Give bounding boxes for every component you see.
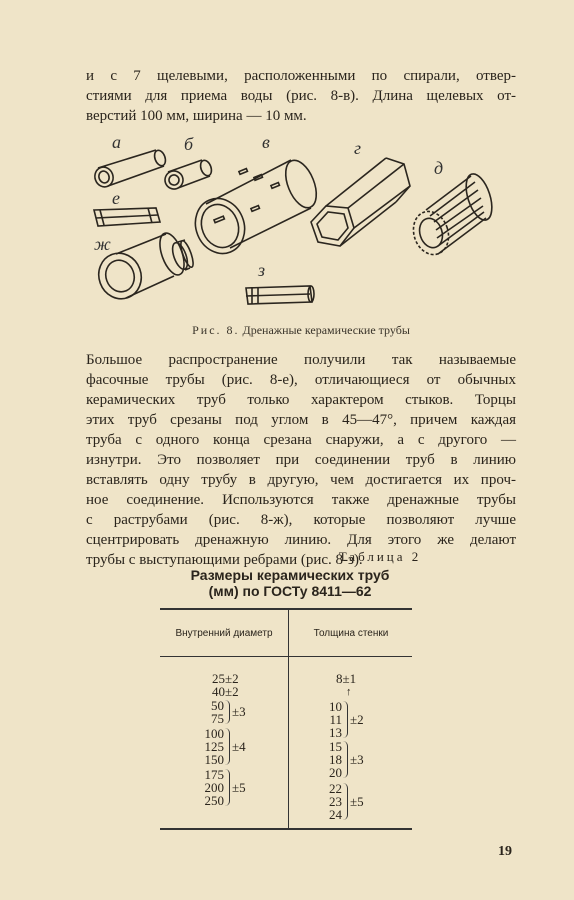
text-line: верстий 100 мм, ширина — 10 мм. bbox=[86, 108, 307, 124]
table-tolerance: ±5 bbox=[232, 779, 246, 795]
table-group bbox=[324, 700, 364, 739]
text-line: труба с одного конца срезана снаружи, а с другого — bbox=[86, 432, 516, 448]
pipe-a-drawing bbox=[92, 149, 167, 190]
paragraph-main bbox=[86, 350, 516, 570]
table-tolerance: ±5 bbox=[350, 793, 364, 809]
table-group bbox=[324, 740, 364, 779]
figure-label-a: а bbox=[112, 132, 121, 152]
header-wall-thickness: Толщина стенки bbox=[313, 628, 389, 639]
table-title bbox=[140, 567, 440, 599]
group-brace bbox=[225, 728, 230, 765]
caption-text: Дренажные керамические трубы bbox=[242, 323, 410, 337]
pipe-v-drawing bbox=[187, 156, 322, 261]
pipe-e-drawing bbox=[94, 208, 160, 226]
arrow-up-icon: ↑ bbox=[346, 686, 352, 698]
table-header-rule bbox=[160, 656, 412, 657]
table-cell: 8±1 bbox=[336, 671, 357, 686]
pipe-size-table bbox=[160, 608, 412, 830]
table-cell: 11 bbox=[329, 712, 342, 727]
table-cell: 100 bbox=[204, 726, 224, 741]
figure-drainage-pipes bbox=[86, 130, 516, 320]
table-tolerance: ±3 bbox=[232, 704, 246, 719]
table-cell: 20 bbox=[329, 765, 342, 780]
text-line: изнутри. Это позволяет при соединении труб в линию bbox=[86, 452, 516, 468]
figure-label-z: з bbox=[258, 260, 266, 280]
table-group bbox=[200, 768, 246, 807]
pipe-d-drawing bbox=[408, 171, 497, 259]
group-brace bbox=[225, 700, 230, 724]
table-cell: 25±2 bbox=[212, 671, 239, 686]
table-cell: 40±2 bbox=[212, 684, 239, 699]
table-group bbox=[324, 782, 364, 821]
table-cell: 18 bbox=[329, 752, 342, 767]
table-cell: 175 bbox=[204, 767, 224, 782]
pipes-illustration bbox=[86, 130, 516, 320]
text-line: керамических труб только характером стыков. Торцы bbox=[86, 392, 516, 408]
pipe-z-drawing bbox=[246, 286, 314, 304]
figure-label-zh: ж bbox=[94, 234, 111, 254]
table-group bbox=[200, 727, 246, 766]
group-brace bbox=[343, 741, 348, 778]
table-group bbox=[200, 699, 246, 725]
text-line: и с 7 щелевыми, расположенными по спирали, отвер- bbox=[86, 68, 516, 84]
header-inner-diameter: Внутренний диаметр bbox=[175, 628, 273, 639]
pipe-g-drawing bbox=[311, 158, 410, 246]
text-line: фасочные трубы (рис. 8-е), отличающиеся от обычных bbox=[86, 372, 516, 388]
page-number: 19 bbox=[498, 844, 512, 859]
table-cell: 50 bbox=[211, 698, 224, 713]
text-line: Большое распространение получили так называемые bbox=[86, 352, 516, 368]
text-line: стиями для приема воды (рис. 8-в). Длина щелевых от- bbox=[86, 88, 516, 104]
figure-label-e: е bbox=[112, 188, 120, 208]
table-cell: 15 bbox=[329, 739, 342, 754]
table-cell: 150 bbox=[204, 752, 224, 767]
table-divider bbox=[288, 610, 289, 828]
table-cell: 10 bbox=[329, 699, 342, 714]
table-number: Таблица 2 bbox=[338, 549, 422, 564]
group-brace bbox=[343, 701, 348, 738]
table-cell: 23 bbox=[329, 794, 342, 809]
figure-label-v: в bbox=[262, 132, 270, 152]
table-cell: 125 bbox=[204, 739, 224, 754]
table-tolerance: ±4 bbox=[232, 738, 246, 754]
table-tolerance: ±3 bbox=[350, 751, 364, 767]
paragraph-top bbox=[86, 66, 516, 126]
table-title-line: (мм) по ГОСТу 8411—62 bbox=[208, 583, 372, 599]
text-line: с раструбами (рис. 8-ж), которые позволяют лучше bbox=[86, 512, 516, 528]
table-cell: 24 bbox=[329, 807, 342, 822]
table-cell: 200 bbox=[204, 780, 224, 795]
figure-label-g: г bbox=[354, 138, 362, 158]
group-brace bbox=[343, 783, 348, 820]
table-cell: 13 bbox=[329, 725, 342, 740]
table-cell: 250 bbox=[204, 793, 224, 808]
text-line: этих труб срезаны под углом в 45—47°, причем каждая bbox=[86, 412, 516, 428]
table-title-line: Размеры керамических труб bbox=[190, 567, 390, 583]
table-cell: 22 bbox=[329, 781, 342, 796]
table-cell: 75 bbox=[211, 711, 224, 726]
caption-lead: Рис. 8. bbox=[192, 323, 240, 337]
figure-label-d: д bbox=[434, 158, 444, 178]
figure-caption bbox=[86, 323, 516, 338]
text-line: вставлять одну трубу в другую, чем достигается их проч- bbox=[86, 472, 516, 488]
table-tolerance: ±2 bbox=[350, 711, 364, 727]
figure-label-b: б bbox=[184, 134, 194, 154]
text-line: трубы с выступающими ребрами (рис. 8-з). bbox=[86, 552, 363, 568]
text-line: ное соединение. Используются также дренажные трубы bbox=[86, 492, 516, 508]
group-brace bbox=[225, 769, 230, 806]
pipe-b-drawing bbox=[162, 159, 213, 192]
text-line: сцентрировать дренажную линию. Для этого же делают bbox=[86, 532, 516, 548]
